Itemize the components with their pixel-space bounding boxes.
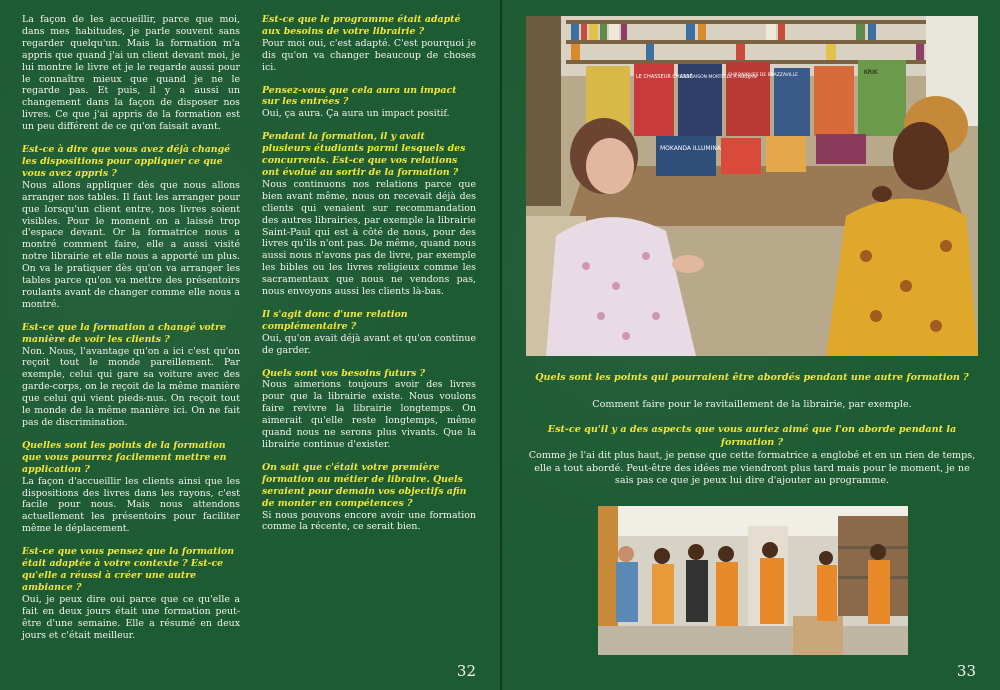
- question-text: Est-ce qu'il y a des aspects que vous auriez aimé que l'on aborde pendant la formation ?: [547, 424, 957, 448]
- book-title: LE CHASSEUR CHASSÉ: [636, 74, 693, 80]
- qa-block: [262, 131, 476, 298]
- left-column: [22, 14, 240, 652]
- answer-text: Oui, ça aura. Ça aura un impact positif.: [262, 108, 450, 120]
- bookshop-staff-photo: [598, 506, 908, 655]
- question-text: Quelles sont les points de la formation que vous pourrez facilement mettre en application ?: [22, 439, 227, 475]
- answer-text: Non. Nous, l'avantage qu'on a ici c'est qu'on reçoit tout le monde pareillement. Par exemple, celui qui gare sa voiture avec des garde-corps, on le reçoit de la même manière que celui qui vient pieds-nus. On reçoit tout le monde de la même manière ici. On ne fait pas de discrimination.: [22, 345, 240, 428]
- qa-block: [262, 309, 476, 357]
- qa-block: [262, 462, 476, 533]
- qa-block: [262, 368, 476, 451]
- bookshop-interview-photo: [526, 16, 978, 356]
- answer-text: Nous allons appliquer dès que nous allons arranger nos tables. Il faut les arranger pour que lorsqu'un client entre, nos livres soient visibles. Pour le moment on a laissé trop d'espace devant. Or la formatrice nous a montré comment faire, elle a aussi visité notre librairie et elle nous a apporté un plus. On va le pratiquer dès qu'on va arranger les tables parce qu'on va mettre des présentoirs roulants avant de changer comme elle nous a montré.: [22, 179, 240, 310]
- qa-block: [22, 546, 240, 641]
- question-text: Est-ce que vous pensez que la formation était adaptée à votre contexte ? Est-ce qu'elle a réussi à créer une autre ambiance ?: [22, 546, 235, 593]
- question-text: Pensez-vous que cela aura un impact sur les entrées ?: [262, 84, 457, 108]
- question-text: Quels sont vos besoins futurs ?: [262, 367, 426, 379]
- question-text: Quels sont les points qui pourraient être abordés pendant une autre formation ?: [535, 372, 969, 383]
- question-text: On sait que c'était votre première formation au métier de libraire. Quels seraient pour demain vos objectifs afin de monter en compétences ?: [262, 461, 467, 509]
- qa-block: [22, 144, 240, 311]
- book-title: MOKANDA ILLUMINA: [660, 145, 721, 152]
- question-text: Est-ce que le programme était adapté aux besoins de votre librairie ?: [262, 14, 461, 37]
- question-text: Pendant la formation, il y avait plusieurs étudiants parmi lesquels des concurrents. Est-ce que vos relations ont évolué au sortir de la formation ?: [262, 131, 466, 178]
- question-text: Il s'agit donc d'une relation complémentaire ?: [262, 308, 408, 332]
- question-text: Est-ce à dire que vous avez déjà changé les dispositions pour appliquer ce que vous avez appris ?: [22, 144, 231, 179]
- page-number: 33: [956, 662, 976, 680]
- answer-text: Nous aimerions toujours avoir des livres pour que la librairie existe. Nous voulons faire revivre la librairie longtemps. On aimerait qu'elle reste longtemps, même quand nous ne serons plus vivants. Que la librairie continue d'exister.: [262, 379, 476, 450]
- question-text: Est-ce que la formation a changé votre manière de voir les clients ?: [22, 321, 226, 345]
- book-title: KRIK: [864, 69, 878, 76]
- qa-block: [22, 14, 240, 133]
- answer-text: La façon d'accueillir les clients ainsi que les dispositions des livres dans les rayons, c'est facile pour nous. Mais nous attendons actuellement les présentoirs pour faciliter même le déplacement.: [22, 475, 240, 535]
- interview-photo-illustration: [526, 16, 978, 356]
- qa-block: [262, 85, 476, 121]
- book-title: CHRONIQUES DE BRAZZAVILLE: [728, 73, 798, 78]
- answer-text: Pour moi oui, c'est adapté. C'est pourquoi je dis qu'on va changer beaucoup de choses ici.: [262, 37, 476, 73]
- answer-text: La façon de les accueillir, parce que moi, dans mes habitudes, je parle souvent sans regarder quelqu'un. Mais la formation m'a appris que quand j'ai un client devant moi, je lui montre le livre et je le regarde aussi pour le connaître mieux que quand je ne le regarde pas. Et puis, il y a aussi un changement dans la façon de disposer nos livres. Ce que j'ai appris de la formation est un peu différent de ce qu'on faisait avant.: [22, 14, 240, 133]
- answer-text: Oui, qu'on avait déjà avant et qu'on continue de garder.: [262, 332, 476, 356]
- book-title: CARGAISON MORTELLE À ABIDJAN: [680, 75, 757, 80]
- qa-block: [262, 14, 476, 74]
- right-page: [502, 0, 1000, 690]
- page-number: 32: [456, 662, 476, 680]
- middle-column: [262, 14, 476, 544]
- answer-text: Oui, je peux dire oui parce que ce qu'elle a fait en deux jours était une formation peut-être d'une semaine. Elle a résumé en deux jours et c'était meilleur.: [22, 593, 240, 641]
- staff-photo-illustration: [598, 506, 908, 655]
- answer-text: Si nous pouvons encore avoir une formation comme la récente, ce serait bien.: [262, 509, 476, 533]
- qa-block: [22, 322, 240, 429]
- qa-block: [22, 440, 240, 535]
- answer-text: Comment faire pour le ravitaillement de la librairie, par exemple.: [592, 399, 912, 410]
- answer-text: Comme je l'ai dit plus haut, je pense que cette formatrice a englobé et en un rien de temps, elle a tout abordé. Peut-être des idées me viendront plus tard mais pour le moment, je ne sais pas ce que je peux lui dire d'ajouter au programme.: [528, 450, 976, 486]
- answer-text: Nous continuons nos relations parce que bien avant même, nous on recevait déjà des clients qui venaient sur recommandation des autres librairies, par exemple la librairie Saint-Paul qui est à côté de nous, pour des livres qu'ils n'ont pas. De même, quand nous aussi nous n'avons pas de livre, par exemple les bibles ou les livres religieux comme les sacramentaux que nous ne vendons pas, nous envoyons aussi les clients là-bas.: [262, 178, 476, 298]
